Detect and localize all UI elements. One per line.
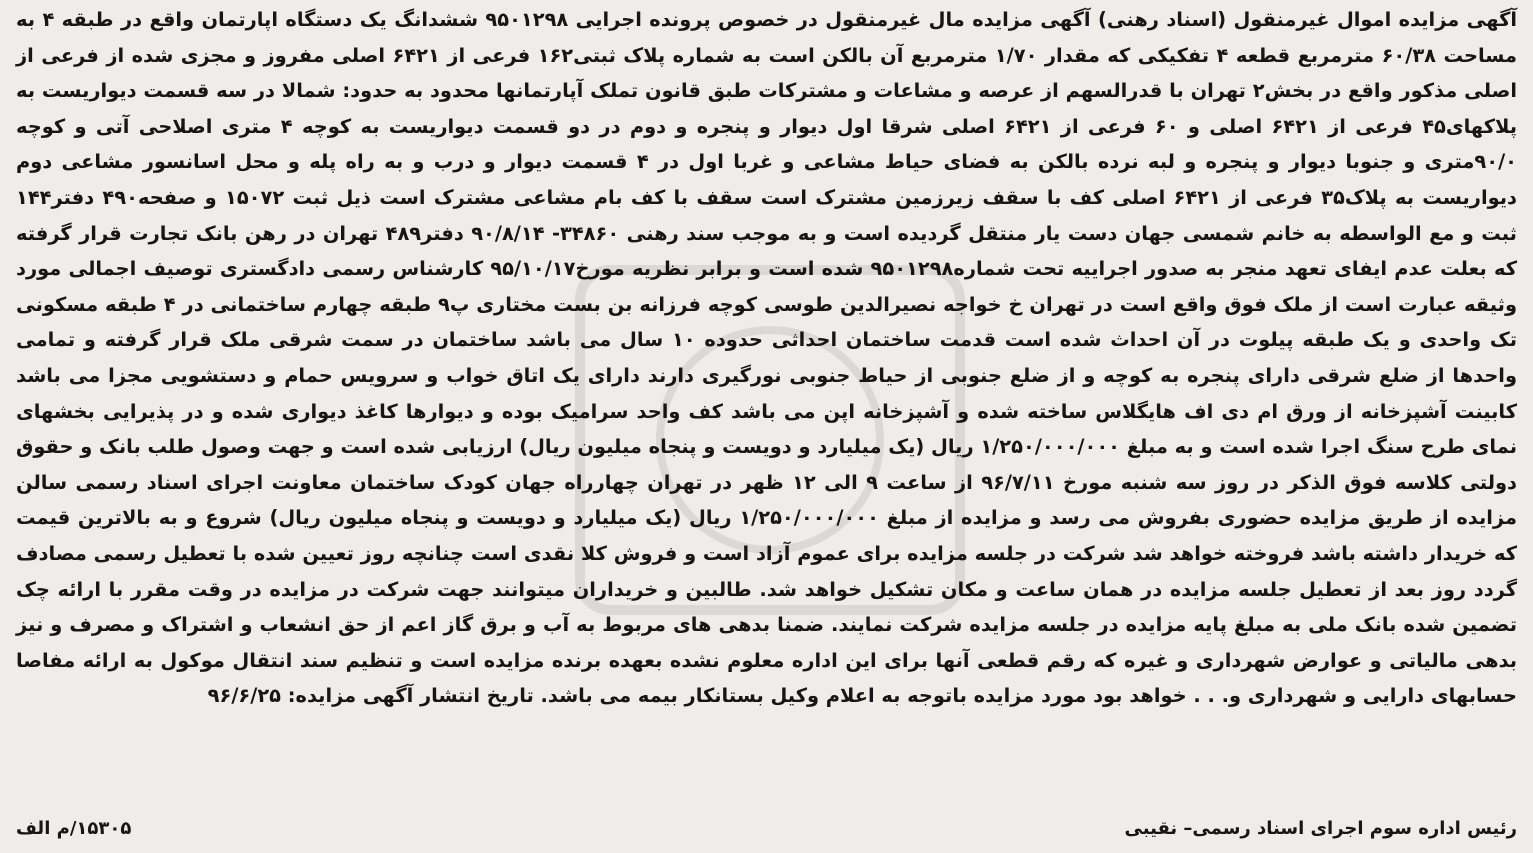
notice-footer bbox=[16, 812, 1517, 844]
notice-body: آگهی مزایده اموال غیرمنقول (اسناد رهنی) آگهی مزایده مال غیرمنقول در خصوص پرونده اجرایی ۹۵۰۱۲۹۸ ششدانگ یک دستگاه اپارتمان واقع در طبقه ۴ به مساحت ۶۰/۳۸ مترمربع قطعه ۴ تفکیکی که مقدار ۱/۷۰ مترمربع آن بالکن است به شماره پلاک ثبتی۱۶۲ فرعی از ۶۴۲۱ اصلی مفروز و مجزی شده از فرعی از اصلی مذکور واقع در بخش۲ تهران با قدرالسهم از عرصه و مشاعات و مشترکات طبق قانون تملک آپارتمانها محدود به حدود: شمالا در سه قسمت دیواریست به پلاکهای۴۵ فرعی از ۶۴۲۱ اصلی و ۶۰ فرعی از ۶۴۲۱ اصلی شرقا اول دیوار و پنجره و دوم در دو قسمت دیواریست به کوچه ۴ متری اصلاحی آتی و کوچه ۹۰/۰متری و جنوبا دیوار و پنجره و لبه نرده بالکن به فضای حیاط مشاعی و غربا اول در ۴ قسمت دیوار و درب و به راه پله و محل اسانسور مشاعی دوم دیواریست به پلاک۳۵ فرعی از ۶۴۲۱ اصلی کف با سقف زیرزمین مشترک است سقف با کف بام مشاعی مشترک است ذیل ثبت ۱۵۰۷۲ و صفحه۴۹۰ دفتر۱۴۴ ثبت و مع الواسطه به خانم شمسی جهان دست یار منتقل گردیده است و به موجب سند رهنی ۳۴۸۶۰- ۹۰/۸/۱۴ دفتر۴۸۹ تهران در رهن بانک تجارت قرار گرفته که بعلت عدم ایفای تعهد منجر به صدور اجراییه تحت شماره۹۵۰۱۲۹۸ شده است و برابر نظریه مورخ۹۵/۱۰/۱۷ کارشناس رسمی دادگستری توصیف اجمالی مورد وثیقه عبارت است از ملک فوق واقع است در تهران خ خواجه نصیرالدین طوسی کوچه فرزانه بن بست مختاری پ۹ طبقه چهارم ساختمانی در ۴ طبقه مسکونی تک واحدی و یک طبقه پیلوت در آن احداث شده است قدمت ساختمان احداثی حدوده ۱۰ سال می باشد ساختمان در سمت شرقی ملک قرار گرفته و تمامی واحدها از ضلع شرقی دارای پنجره به کوچه و از ضلع جنوبی از حیاط جنوبی نورگیری دارند دارای یک اتاق خواب و سرویس حمام و دستشویی مجزا می باشد کابینت آشپزخانه از ورق ام دی اف هایگلاس ساخته شده و آشپزخانه اپن می باشد کف واحد سرامیک بوده و دیوارها کاغذ دیواری شده و در پذیرایی بخشهای نمای طرح سنگ اجرا شده است و به مبلغ ۱/۲۵۰/۰۰۰/۰۰۰ ریال (یک میلیارد و دویست و پنجاه میلیون ریال) ارزیابی شده است و جهت وصول طلب بانک و حقوق دولتی کلاسه فوق الذکر در روز سه شنبه مورخ ۹۶/۷/۱۱ از ساعت ۹ الی ۱۲ ظهر در تهران چهارراه جهان کودک ساختمان معاونت اجرای اسناد رسمی سالن مزایده از طریق مزایده حضوری بفروش می رسد و مزایده از مبلغ ۱/۲۵۰/۰۰۰/۰۰۰ ریال (یک میلیارد و دویست و پنجاه میلیون ریال) شروع و به بالاترین قیمت که خریدار داشته باشد فروخته خواهد شد شرکت در جلسه مزایده برای عموم آزاد است و فروش کلا نقدی است چنانچه روز تعیین شده با تعطیل رسمی مصادف گردد روز بعد از تعطیل جلسه مزایده در همان ساعت و مکان تشکیل خواهد شد. طالبین و خریداران میتوانند جهت شرکت در مزایده در وقت مقرر با ارائه چک تضمین شده بانک ملی به مبلغ پایه مزایده در جلسه مزایده شرکت نمایند. ضمنا بدهی های مربوط به آب و برق گاز اعم از حق انشعاب و اشتراک و مصرف و نیز بدهی مالیاتی و عوارض شهرداری و غیره که رقم قطعی آنها برای این اداره معلوم نشده بعهده برنده مزایده است و تنظیم سند انتقال موکول به ارائه مفاصا حسابهای دارایی و شهرداری و. . . خواهد بود مورد مزایده باتوجه به اعلام وکیل بستانکار بیمه می باشد. تاریخ انتشار آگهی مزایده: ۹۶/۶/۲۵ bbox=[16, 8, 1518, 708]
notice-code: ۱۵۳۰۵/م الف bbox=[16, 817, 132, 839]
notice-signature: رئیس اداره سوم اجرای اسناد رسمی– نقیبی bbox=[1124, 817, 1517, 839]
